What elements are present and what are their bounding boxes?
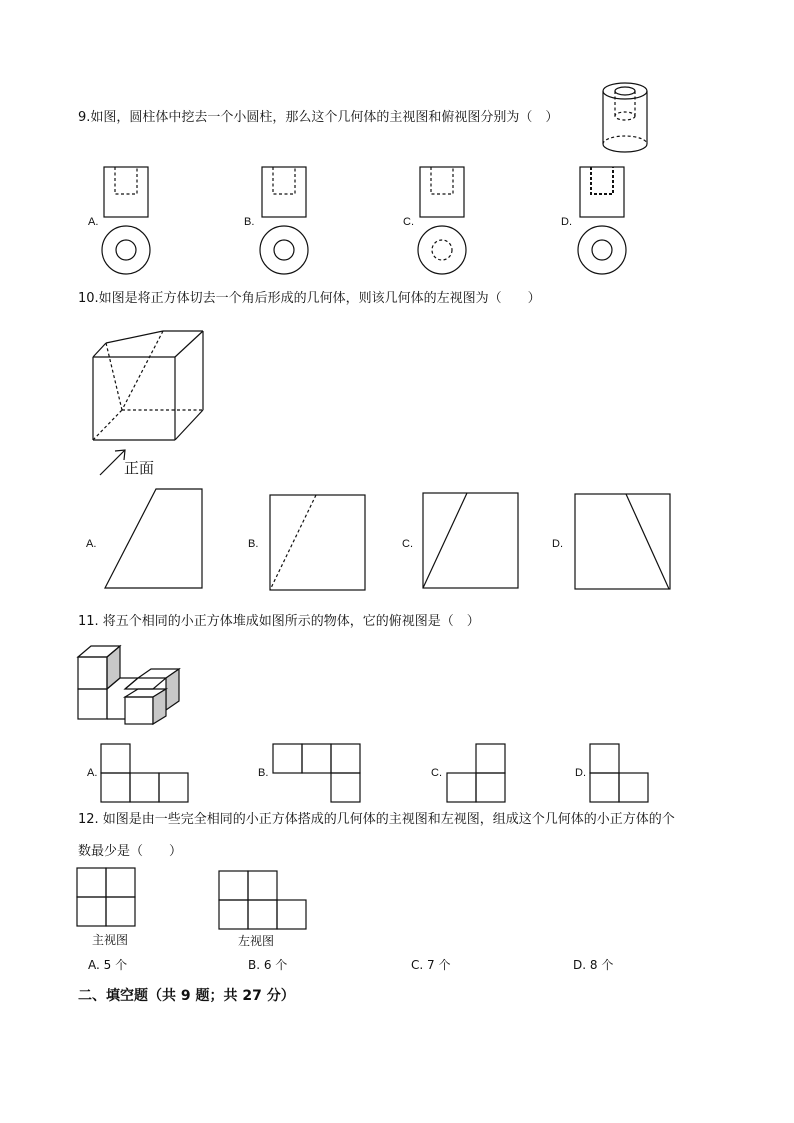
q10-front-label: 正面 — [124, 459, 155, 477]
q10-option-a-figure[interactable] — [104, 488, 204, 590]
q11-text: 11. 将五个相同的小正方体堆成如图所示的物体，它的俯视图是（ ） — [78, 614, 480, 629]
q9-option-c-label[interactable]: C. — [403, 216, 414, 228]
q10-option-b-figure[interactable] — [269, 494, 367, 592]
q12-left-view-grid — [218, 870, 310, 932]
q9-option-b-label[interactable]: B. — [244, 216, 255, 228]
q10-option-d-figure[interactable] — [574, 493, 672, 591]
q11-option-d-label[interactable]: D. — [575, 767, 586, 779]
q9-option-b-figure[interactable] — [256, 165, 312, 277]
q9-option-a-figure[interactable] — [98, 165, 154, 277]
q12-text-line1: 12. 如图是由一些完全相同的小正方体搭成的几何体的主视图和左视图，组成这个几何体的小正方体的个 — [78, 812, 675, 827]
section-2-heading: 二、填空题（共 9 题；共 27 分） — [78, 988, 295, 1004]
q11-option-a-figure[interactable] — [100, 743, 192, 805]
q10-text: 10.如图是将正方体切去一个角后形成的几何体，则该几何体的左视图为（ ） — [78, 291, 541, 306]
q12-option-c[interactable]: C. 7 个 — [411, 958, 451, 972]
q12-front-view-grid — [76, 867, 138, 929]
q11-option-a-label[interactable]: A. — [87, 767, 98, 779]
q9-option-a-label[interactable]: A. — [88, 216, 99, 228]
q9-option-d-label[interactable]: D. — [561, 216, 572, 228]
q12-left-view-caption: 左视图 — [238, 934, 275, 948]
q9-option-d-figure[interactable] — [574, 165, 630, 277]
q11-option-c-label[interactable]: C. — [431, 767, 442, 779]
q10-option-c-label[interactable]: C. — [402, 538, 413, 550]
q9-option-c-figure[interactable] — [414, 165, 470, 277]
q12-option-d[interactable]: D. 8 个 — [573, 958, 614, 972]
q11-option-c-figure[interactable] — [446, 743, 508, 805]
q10-option-d-label[interactable]: D. — [552, 538, 563, 550]
q12-option-a[interactable]: A. 5 个 — [88, 958, 128, 972]
q10-option-a-label[interactable]: A. — [86, 538, 97, 550]
q12-option-b[interactable]: B. 6 个 — [248, 958, 288, 972]
q9-cylinder-figure — [595, 78, 655, 158]
q11-option-b-figure[interactable] — [272, 743, 364, 805]
q12-front-view-caption: 主视图 — [92, 933, 129, 947]
q11-option-d-figure[interactable] — [589, 743, 651, 805]
q12-text-line2: 数最少是（ ） — [78, 844, 183, 859]
q10-option-c-figure[interactable] — [422, 492, 520, 590]
q9-text: 9.如图，圆柱体中挖去一个小圆柱，那么这个几何体的主视图和俯视图分别为（ ） — [78, 110, 559, 125]
q11-option-b-label[interactable]: B. — [258, 767, 269, 779]
q10-option-b-label[interactable]: B. — [248, 538, 259, 550]
q11-stacked-cubes-figure — [76, 645, 181, 725]
